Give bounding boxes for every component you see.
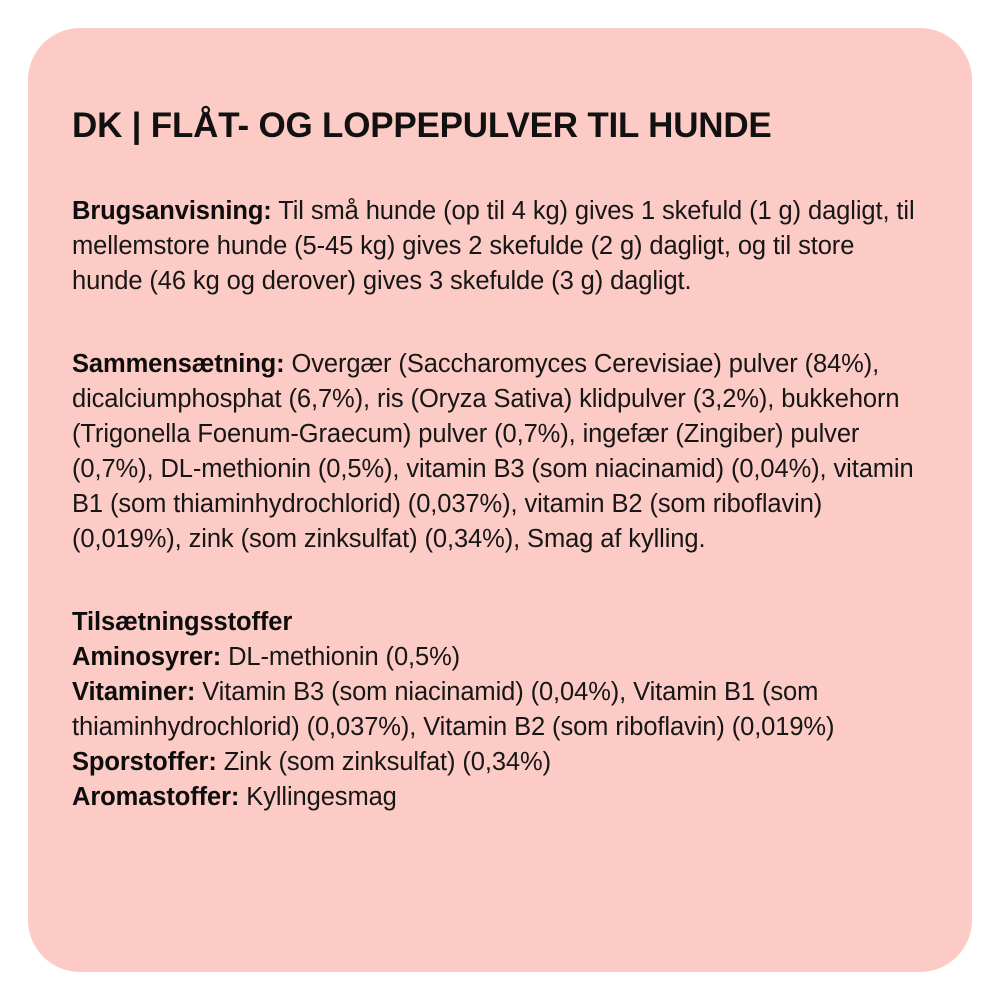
additive-label-flavourings: Aromastoffer:	[72, 783, 240, 812]
additive-row-vitamins	[72, 675, 928, 745]
additive-value-traceelements: Zink (som zinksulfat) (0,34%)	[216, 748, 551, 777]
additives-heading: Tilsætningsstoffer	[72, 608, 293, 637]
page-title: DK | FLÅT- OG LOPPEPULVER TIL HUNDE	[72, 106, 772, 145]
usage-instructions-label: Brugsanvisning:	[72, 197, 272, 226]
additive-row-traceelements	[72, 745, 928, 780]
additive-value-flavourings: Kyllingesmag	[239, 783, 397, 812]
additive-row-flavourings	[72, 780, 928, 815]
additive-label-traceelements: Sporstoffer:	[72, 748, 217, 777]
composition-label: Sammensætning:	[72, 350, 285, 379]
composition-paragraph	[72, 347, 928, 557]
product-label-card	[28, 28, 972, 972]
additive-label-aminoacids: Aminosyrer:	[72, 643, 222, 672]
usage-instructions-paragraph	[72, 194, 928, 299]
additive-row-aminoacids	[72, 640, 928, 675]
composition-text: Overgær (Saccharomyces Cerevisiae) pulver (84%), dicalciumphosphat (6,7%), ris (Oryza Sativa) klidpulver (3,2%), bukkehorn (Trigonella Foenum-Graecum) pulver (0,7%), ingefær (Zingiber) pulver (0,7%), DL-methionin (0,5%), vitamin B3 (som niacinamid) (0,04%), vitamin B1 (som thiaminhydrochlorid) (0,037%), vitamin B2 (som riboflavin) (0,019%), zink (som zinksulfat) (0,34%), Smag af kylling.	[72, 350, 914, 554]
usage-instructions-text: Til små hunde (op til 4 kg) gives 1 skefuld (1 g) dagligt, til mellemstore hunde (5-45 kg) gives 2 skefulde (2 g) dagligt, og til store hunde (46 kg og derover) gives 3 skefulde (3 g) dagligt.	[72, 197, 915, 296]
additive-value-aminoacids: DL-methionin (0,5%)	[221, 643, 461, 672]
additive-value-vitamins: Vitamin B3 (som niacinamid) (0,04%), Vitamin B1 (som thiaminhydrochlorid) (0,037%), Vitamin B2 (som riboflavin) (0,019%)	[72, 678, 835, 742]
additives-section	[72, 605, 928, 815]
additive-label-vitamins: Vitaminer:	[72, 678, 196, 707]
